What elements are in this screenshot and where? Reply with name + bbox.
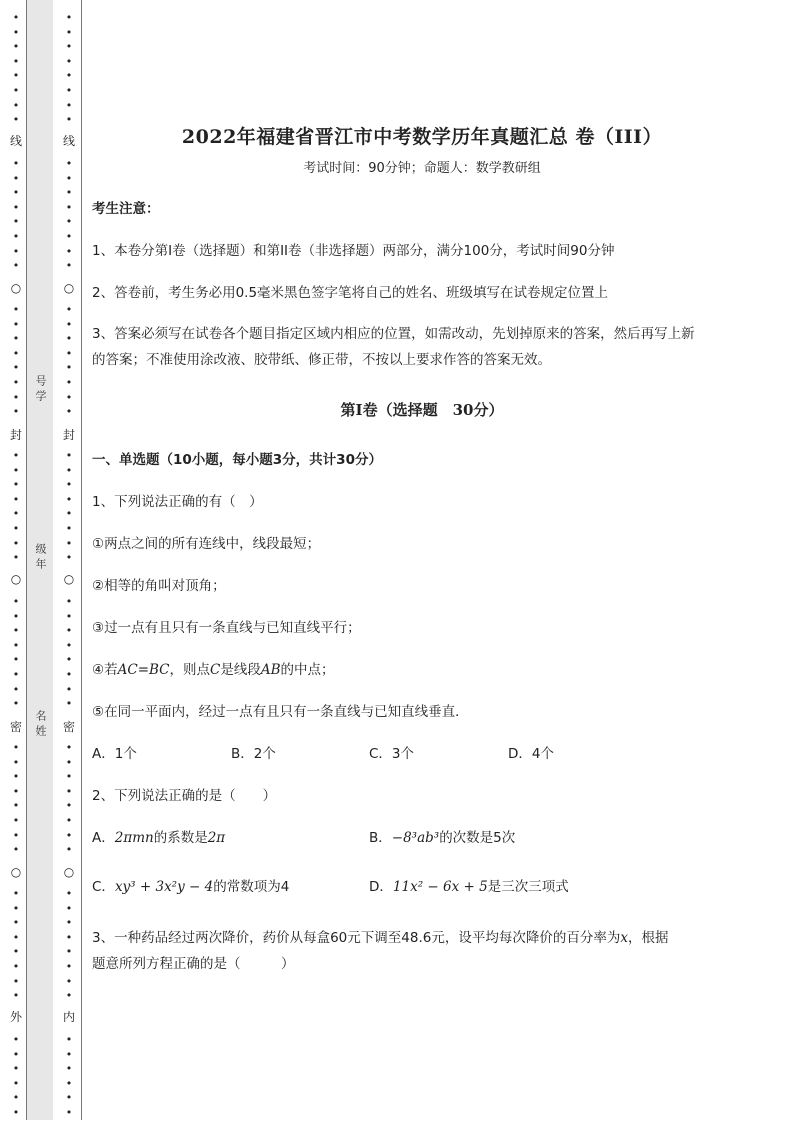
- seal-dot: •: [65, 756, 73, 769]
- inner-nei-mark: 内: [62, 1010, 75, 1024]
- q2-a-label: A．: [92, 830, 115, 846]
- seal-dot: •: [65, 245, 73, 258]
- seal-dot: •: [65, 785, 73, 798]
- seal-dot: •: [65, 551, 73, 564]
- seal-dot: •: [65, 40, 73, 53]
- seal-dot: •: [12, 361, 20, 374]
- seal-dot: •: [12, 595, 20, 608]
- q2-c-expression: xy³ + 3x²y − 4: [114, 879, 214, 895]
- seal-dot: •: [65, 683, 73, 696]
- seal-dot: •: [65, 347, 73, 360]
- seal-dot: •: [12, 201, 20, 214]
- inner-circle-3: ○: [61, 865, 77, 879]
- q2-c-label: C．: [92, 879, 115, 895]
- seal-dot: •: [12, 40, 20, 53]
- q2-option-a[interactable]: [92, 826, 225, 850]
- q1-s4-segment: AB: [260, 662, 281, 678]
- q3-text: 3、一种药品经过两次降价，药价从每盒60元下调至48.6元，设平均每次降价的百分率为: [92, 930, 621, 946]
- seal-dot: •: [12, 215, 20, 228]
- q1-statement-2: ②相等的角叫对顶角；: [92, 578, 226, 594]
- q3-text-end: ，根据: [627, 930, 669, 946]
- notice-heading: 考生注意：: [92, 201, 160, 217]
- seal-dot: •: [12, 449, 20, 462]
- seal-dot: •: [12, 799, 20, 812]
- seal-dot: •: [65, 230, 73, 243]
- seal-dot: •: [65, 201, 73, 214]
- seal-dot: •: [65, 55, 73, 68]
- seal-dot: •: [65, 69, 73, 82]
- seal-dot: •: [65, 391, 73, 404]
- seal-dot: •: [65, 26, 73, 39]
- seal-dot: •: [12, 653, 20, 666]
- seal-dot: •: [12, 99, 20, 112]
- seal-dot: •: [65, 610, 73, 623]
- q3-variable: x: [620, 930, 628, 946]
- page-title: 2022年福建省晋江市中考数学历年真题汇总 卷（III）: [181, 126, 663, 148]
- notice-item-1: 1、本卷分第I卷（选择题）和第II卷（非选择题）两部分，满分100分，考试时间90分钟: [92, 243, 615, 259]
- seal-dot: •: [12, 741, 20, 754]
- inner-xian-mark: 线: [62, 134, 75, 148]
- seal-dot: •: [12, 1033, 20, 1046]
- seal-dot: •: [12, 1062, 20, 1075]
- seal-dot: •: [12, 464, 20, 477]
- q1-option-d[interactable]: D．4个: [508, 746, 554, 762]
- q1-s4-post: 的中点；: [280, 662, 335, 678]
- inner-circle-2: ○: [61, 572, 77, 586]
- seal-dot: •: [12, 405, 20, 418]
- seal-dot: •: [12, 376, 20, 389]
- seal-dot: •: [12, 756, 20, 769]
- seal-dot: •: [12, 493, 20, 506]
- q2-stem: 2、下列说法正确的是（ ）: [92, 788, 277, 804]
- seal-dot: •: [12, 960, 20, 973]
- seal-dot: •: [65, 1033, 73, 1046]
- seal-dot: •: [12, 770, 20, 783]
- q2-c-text: 的常数项为4: [213, 879, 290, 895]
- seal-dot: •: [65, 259, 73, 272]
- seal-dot: •: [12, 522, 20, 535]
- outer-wai-mark: 外: [9, 1010, 22, 1024]
- seal-dot: •: [12, 668, 20, 681]
- seal-dot: •: [65, 376, 73, 389]
- seal-dot: •: [12, 230, 20, 243]
- seal-dot: •: [65, 624, 73, 637]
- seal-dot: •: [12, 69, 20, 82]
- exam-info: 考试时间：90分钟；命题人：数学教研组: [303, 161, 541, 176]
- seal-dot: •: [12, 931, 20, 944]
- seal-dot: •: [65, 507, 73, 520]
- seal-dot: •: [12, 639, 20, 652]
- seal-dot: •: [65, 99, 73, 112]
- seal-dot: •: [65, 318, 73, 331]
- q1-option-b[interactable]: B．2个: [231, 746, 276, 762]
- seal-dot: •: [12, 916, 20, 929]
- seal-dot: •: [12, 303, 20, 316]
- q2-option-d[interactable]: [369, 875, 569, 899]
- q1-option-c[interactable]: C．3个: [369, 746, 415, 762]
- q2-d-text: 是三次三项式: [487, 879, 569, 895]
- seal-dot: •: [12, 391, 20, 404]
- seal-dot: •: [65, 770, 73, 783]
- binding-margin: [0, 0, 84, 1123]
- seal-dot: •: [12, 245, 20, 258]
- inner-circle-1: ○: [61, 281, 77, 295]
- seal-dot: •: [65, 960, 73, 973]
- inner-mi-mark: 密: [62, 720, 75, 734]
- q1-statement-1: ①两点之间的所有连线中，线段最短；: [92, 536, 321, 552]
- seal-dot: •: [65, 595, 73, 608]
- q2-a-value: 2π: [207, 830, 226, 846]
- student-id-label: 号学: [34, 375, 47, 405]
- q1-statement-5: ⑤在同一平面内，经过一点有且只有一条直线与已知直线垂直．: [92, 704, 469, 720]
- q2-b-expression: −8³ab³: [391, 830, 440, 846]
- seal-dot: •: [65, 11, 73, 24]
- seal-dot: •: [12, 332, 20, 345]
- seal-dot: •: [12, 785, 20, 798]
- seal-dot: •: [12, 683, 20, 696]
- seal-dot: •: [65, 1106, 73, 1119]
- q3-line-2: 题意所列方程正确的是（ ）: [92, 956, 295, 972]
- seal-dot: •: [65, 1048, 73, 1061]
- seal-dot: •: [12, 989, 20, 1002]
- outer-circle-1: ○: [8, 281, 24, 295]
- seal-dot: •: [65, 639, 73, 652]
- q1-s4-equation: AC=BC: [117, 662, 170, 678]
- seal-dot: •: [65, 449, 73, 462]
- seal-dot: •: [12, 945, 20, 958]
- q1-stem: 1、下列说法正确的有（ ）: [92, 494, 263, 510]
- grade-label: 级年: [34, 543, 47, 573]
- notice-item-3-line-1: 3、答案必须写在试卷各个题目指定区域内相应的位置，如需改动，先划掉原来的答案，然后再写上新: [92, 326, 695, 342]
- seal-dot: •: [12, 84, 20, 97]
- seal-dot: •: [12, 829, 20, 842]
- seal-dot: •: [65, 945, 73, 958]
- seal-dot: •: [65, 975, 73, 988]
- seal-dot: •: [65, 186, 73, 199]
- notice-item-2: 2、答卷前，考生务必用0.5毫米黑色签字笔将自己的姓名、班级填写在试卷规定位置上: [92, 285, 609, 301]
- seal-dot: •: [65, 493, 73, 506]
- inner-feng-mark: 封: [62, 428, 75, 442]
- seal-dot: •: [12, 697, 20, 710]
- seal-dot: •: [65, 931, 73, 944]
- seal-dot: •: [12, 157, 20, 170]
- seal-dot: •: [65, 172, 73, 185]
- seal-dot: •: [12, 843, 20, 856]
- seal-dot: •: [12, 1091, 20, 1104]
- q2-b-text: 的次数是5次: [439, 830, 516, 846]
- seal-dot: •: [65, 522, 73, 535]
- seal-dot: •: [65, 84, 73, 97]
- q1-statement-4: [92, 657, 752, 683]
- seal-dot: •: [65, 843, 73, 856]
- q2-a-text: 的系数是: [153, 830, 208, 846]
- q1-s4-mid2: 是线段: [220, 662, 261, 678]
- seal-dot: •: [65, 1077, 73, 1090]
- seal-dot: •: [12, 347, 20, 360]
- seal-dot: •: [65, 697, 73, 710]
- section-heading: 一、单选题（10小题，每小题3分，共计30分）: [92, 452, 382, 468]
- seal-dot: •: [65, 829, 73, 842]
- seal-dot: •: [65, 303, 73, 316]
- seal-dot: •: [65, 887, 73, 900]
- seal-dot: •: [12, 610, 20, 623]
- seal-dot: •: [12, 113, 20, 126]
- seal-dot: •: [65, 464, 73, 477]
- seal-dot: •: [12, 814, 20, 827]
- seal-dot: •: [12, 259, 20, 272]
- seal-dot: •: [12, 624, 20, 637]
- q1-statement-3: ③过一点有且只有一条直线与已知直线平行；: [92, 620, 361, 636]
- seal-dot: •: [12, 11, 20, 24]
- seal-dot: •: [12, 172, 20, 185]
- seal-dot: •: [65, 537, 73, 550]
- seal-dot: •: [65, 478, 73, 491]
- q2-option-b[interactable]: [369, 826, 515, 850]
- seal-dot: •: [65, 668, 73, 681]
- seal-dot: •: [12, 55, 20, 68]
- outer-circle-3: ○: [8, 865, 24, 879]
- q1-s4-point: C: [210, 662, 221, 678]
- seal-dot: •: [65, 361, 73, 374]
- seal-dot: •: [65, 113, 73, 126]
- seal-dot: •: [12, 478, 20, 491]
- seal-dot: •: [65, 332, 73, 345]
- seal-dot: •: [65, 157, 73, 170]
- seal-dot: •: [65, 215, 73, 228]
- seal-dot: •: [65, 1062, 73, 1075]
- seal-dot: •: [65, 653, 73, 666]
- q2-b-label: B．: [369, 830, 392, 846]
- q2-d-label: D．: [369, 879, 393, 895]
- seal-dot: •: [12, 975, 20, 988]
- section-title: 第I卷（选择题 30分）: [340, 401, 504, 419]
- q1-option-a[interactable]: A．1个: [92, 746, 137, 762]
- seal-dot: •: [65, 405, 73, 418]
- seal-dot: •: [65, 989, 73, 1002]
- seal-dot: •: [12, 1077, 20, 1090]
- seal-dot: •: [65, 1091, 73, 1104]
- seal-dot: •: [12, 1106, 20, 1119]
- outer-xian-mark: 线: [9, 134, 22, 148]
- seal-dot: •: [12, 1048, 20, 1061]
- seal-dot: •: [65, 902, 73, 915]
- outer-circle-2: ○: [8, 572, 24, 586]
- q2-a-expression: 2πmn: [114, 830, 154, 846]
- q2-d-expression: 11x² − 6x + 5: [392, 879, 488, 895]
- name-label: 名姓: [34, 710, 47, 740]
- outer-feng-mark: 封: [9, 428, 22, 442]
- q1-s4-mid: ，则点: [169, 662, 210, 678]
- seal-dot: •: [12, 537, 20, 550]
- seal-dot: •: [12, 507, 20, 520]
- seal-dot: •: [12, 318, 20, 331]
- seal-dot: •: [65, 814, 73, 827]
- q3-line-1: [92, 925, 752, 951]
- seal-dot: •: [65, 741, 73, 754]
- seal-dot: •: [12, 551, 20, 564]
- outer-mi-mark: 密: [9, 720, 22, 734]
- seal-dot: •: [12, 26, 20, 39]
- seal-dot: •: [65, 799, 73, 812]
- notice-item-3-line-2: 的答案；不准使用涂改液、胶带纸、修正带，不按以上要求作答的答案无效。: [92, 352, 551, 368]
- seal-dot: •: [12, 186, 20, 199]
- seal-dot: •: [12, 887, 20, 900]
- q2-option-c[interactable]: [92, 875, 289, 899]
- q1-s4-pre: ④若: [92, 662, 118, 678]
- seal-dot: •: [65, 916, 73, 929]
- seal-dot: •: [12, 902, 20, 915]
